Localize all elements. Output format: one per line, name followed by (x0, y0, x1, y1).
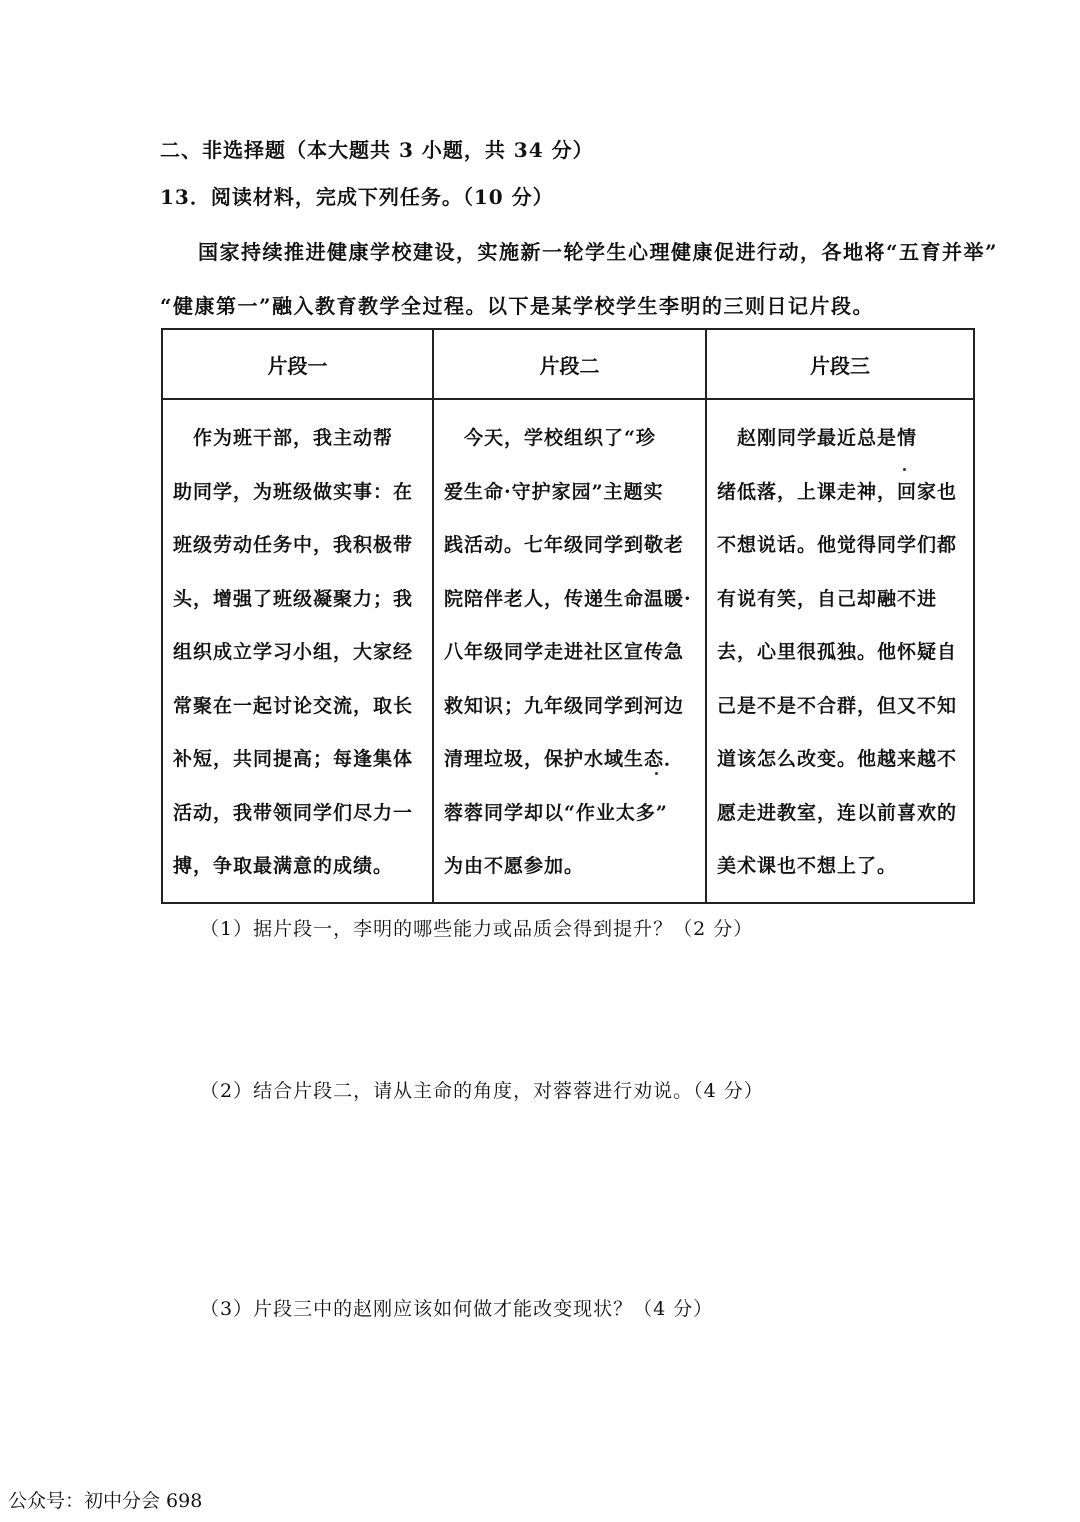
fragment-3-line: 美术课也不想上了。 (717, 855, 898, 877)
table-header-1: 片段一 (162, 329, 433, 399)
table-header-3: 片段三 (706, 329, 974, 399)
fragment-2-line: 清理垃圾，保护水域生态． (444, 748, 685, 770)
question-title: 13．阅读材料，完成下列任务。（10 分） (160, 185, 554, 209)
diary-table (161, 328, 975, 904)
fragment-2-cell (433, 399, 706, 903)
scan-speck (903, 468, 906, 471)
fragment-1-line: 班级劳动任务中，我积极带 (173, 534, 414, 556)
fragment-1-line: 组织成立学习小组，大家经 (173, 641, 414, 663)
table-header-2: 片段二 (433, 329, 706, 399)
fragment-2-line: 院陪伴老人，传递生命温暖· (444, 587, 692, 610)
intro-line-1: 国家持续推进健康学校建设，实施新一轮学生心理健康促进行动，各地将“五育并举” (198, 240, 999, 264)
fragment-3-line: 道该怎么改变。他越来越不 (717, 748, 958, 770)
fragment-1-line: 常聚在一起讨论交流，取长 (173, 694, 414, 717)
intro-line-2: “健康第一”融入教育教学全过程。以下是某学校学生李明的三则日记片段。 (160, 294, 875, 318)
fragment-1-line: 补短，共同提高；每逢集体 (173, 748, 414, 770)
fragment-2-line: 八年级同学走进社区宣传急 (444, 641, 685, 663)
fragment-1-line: 头，增强了班级凝聚力；我 (173, 587, 414, 610)
fragment-3-line: 绪低落，上课走神，回家也 (717, 480, 958, 503)
fragment-3-line: 有说有笑，自己却融不进 (717, 587, 938, 610)
fragment-1-line: 助同学，为班级做实事：在 (173, 480, 414, 503)
fragment-2-line: 践活动。七年级同学到敬老 (444, 534, 685, 556)
subquestion-1: （1）据片段一，李明的哪些能力或品质会得到提升？（2 分） (200, 918, 754, 940)
subquestion-3: （3）片段三中的赵刚应该如何做才能改变现状？（4 分） (200, 1298, 714, 1320)
fragment-3-line: 不想说话。他觉得同学们都 (717, 534, 958, 556)
fragment-2-line: 为由不愿参加。 (444, 855, 585, 877)
fragment-1-line: 搏，争取最满意的成绩。 (173, 855, 394, 877)
subquestion-2: （2）结合片段二，请从主命的角度，对蓉蓉进行劝说。（4 分） (200, 1080, 764, 1102)
fragment-2-line: 爱生命·守护家园”主题实 (444, 480, 664, 503)
fragment-1-line: 作为班干部，我主动帮 (173, 427, 394, 449)
footer-watermark: 公众号：初中分会 698 (8, 1490, 203, 1512)
scan-speck (655, 772, 658, 775)
fragment-1-cell (162, 399, 433, 903)
fragment-3-line: 赵刚同学最近总是情 (717, 427, 918, 449)
fragment-1-line: 活动，我带领同学们尽力一 (173, 801, 414, 824)
fragment-2-line: 今天，学校组织了“珍 (444, 427, 656, 449)
section-title: 二、非选择题（本大题共 3 小题，共 34 分） (160, 138, 594, 162)
fragment-3-line: 去，心里很孤独。他怀疑自 (717, 641, 958, 663)
fragment-2-line: 蓉蓉同学却以“作业太多” (444, 801, 668, 824)
fragment-3-cell (706, 399, 974, 903)
fragment-3-line: 愿走进教室，连以前喜欢的 (717, 801, 958, 824)
fragment-3-line: 己是不是不合群，但又不知 (717, 694, 958, 717)
fragment-2-line: 救知识；九年级同学到河边 (444, 694, 685, 717)
